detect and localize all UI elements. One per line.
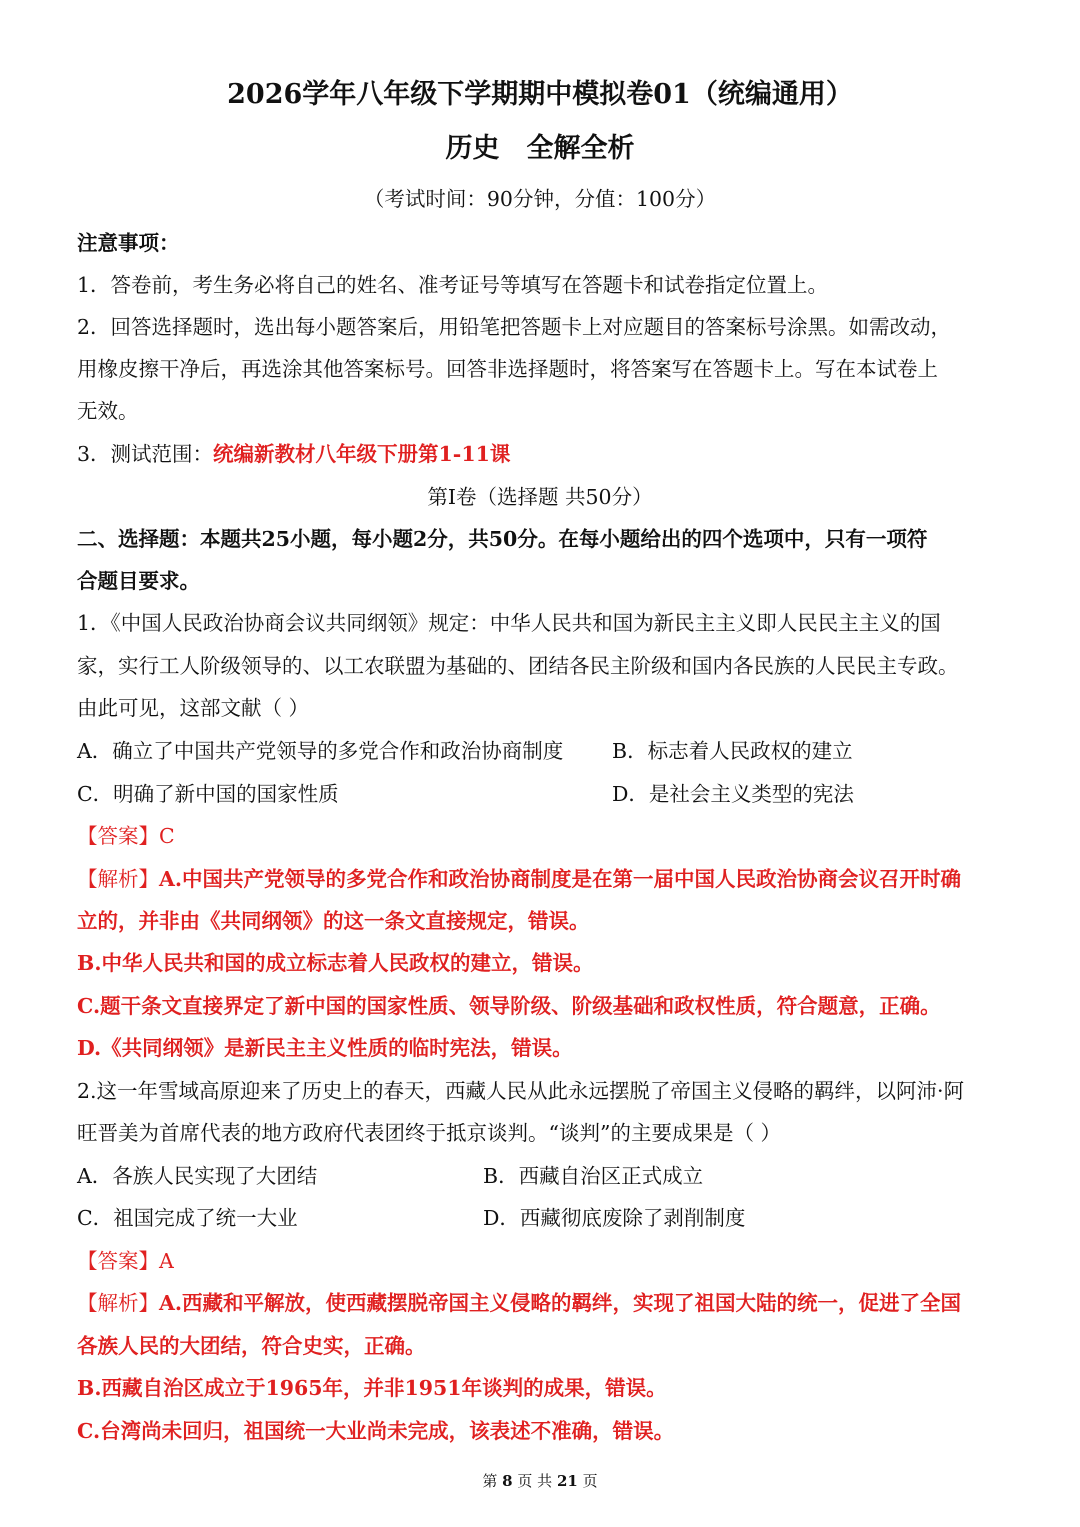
q2-analysis-label: 【解析】 — [77, 1291, 159, 1315]
footer-middle: 页 共 — [517, 1472, 553, 1490]
q2-option-b: B．西藏自治区正式成立 — [483, 1164, 704, 1188]
note-item-2-line-1: 2．回答选择题时，选出每小题答案后，用铅笔把答题卡上对应题目的答案标号涂黑。如需改动， — [77, 315, 952, 339]
note-item-1: 1．答卷前，考生务必将自己的姓名、准考证号等填写在答题卡和试卷指定位置上。 — [77, 273, 829, 297]
total-pages: 21 — [556, 1472, 578, 1490]
note-item-2-line-2: 用橡皮擦干净后，再选涂其他答案标号。回答非选择题时，将答案写在答题卡上。写在本试卷上 — [77, 357, 938, 381]
note-item-3 — [77, 439, 1010, 469]
footer-suffix: 页 — [582, 1472, 598, 1490]
q2-answer-label: 【答案】 — [77, 1249, 159, 1273]
test-scope: 统编新教材八年级下册第1-11课 — [213, 442, 511, 466]
q2-analysis-a-line-2: 各族人民的大团结，符合史实，正确。 — [77, 1334, 426, 1358]
q2-stem-line-1: 2.这一年雪域高原迎来了历史上的春天，西藏人民从此永远摆脱了帝国主义侵略的羁绊，以阿沛·阿 — [77, 1079, 965, 1103]
q1-analysis-a-text: A.中国共产党领导的多党合作和政治协商制度是在第一届中国人民政治协商会议召开时确 — [159, 867, 962, 891]
q1-analysis-b: B.中华人民共和国的成立标志着人民政权的建立，错误。 — [77, 951, 594, 975]
q2-analysis-b: B.西藏自治区成立于1965年，并非1951年谈判的成果，错误。 — [77, 1376, 667, 1400]
document-subtitle: 历史 全解全析 — [445, 133, 635, 164]
q1-stem-line-1: 1．《中国人民政治协商会议共同纲领》规定：中华人民共和国为新民主主义即人民民主主义的国 — [77, 611, 941, 635]
notes-heading: 注意事项： — [77, 231, 180, 255]
page-footer — [0, 1466, 1080, 1496]
q2-answer-value: A — [159, 1249, 174, 1273]
exam-info: （考试时间：90分钟，分值：100分） — [363, 187, 717, 211]
current-page-number: 8 — [502, 1472, 513, 1490]
q1-analysis-a-line-1 — [77, 864, 1010, 894]
q2-analysis-c: C.台湾尚未回归，祖国统一大业尚未完成，该表述不准确，错误。 — [77, 1419, 675, 1443]
q1-answer-label: 【答案】 — [77, 824, 159, 848]
q2-analysis-a-text: A.西藏和平解放，使西藏摆脱帝国主义侵略的羁绊，实现了祖国大陆的统一，促进了全国 — [159, 1291, 962, 1315]
section-instructions-line-2: 合题目要求。 — [77, 569, 200, 593]
q2-answer — [77, 1246, 1010, 1276]
q1-analysis-a-line-2: 立的，并非由《共同纲领》的这一条文直接规定，错误。 — [77, 909, 590, 933]
note-item-2-line-3: 无效。 — [77, 399, 139, 423]
q2-stem-line-2: 旺晋美为首席代表的地方政府代表团终于抵京谈判。“谈判”的主要成果是（ ） — [77, 1121, 781, 1145]
q1-answer — [77, 821, 1010, 851]
q2-option-c: C．祖国完成了统一大业 — [77, 1206, 298, 1230]
q1-answer-value: C — [159, 824, 175, 848]
q1-option-b: B．标志着人民政权的建立 — [612, 739, 853, 763]
section-instructions-line-1: 二、选择题：本题共25小题，每小题2分，共50分。在每小题给出的四个选项中，只有一项符 — [77, 527, 928, 551]
q1-stem-line-3: 由此可见，这部文献（ ） — [77, 696, 310, 720]
footer-prefix: 第 — [482, 1472, 498, 1490]
section-title: 第Ⅰ卷（选择题 共50分） — [427, 485, 653, 509]
q2-option-a: A．各族人民实现了大团结 — [77, 1164, 318, 1188]
q1-stem-line-2: 家，实行工人阶级领导的、以工农联盟为基础的、团结各民主阶级和国内各民族的人民民主专政。 — [77, 654, 959, 678]
q1-option-c: C．明确了新中国的国家性质 — [77, 782, 339, 806]
q1-option-d: D．是社会主义类型的宪法 — [612, 782, 854, 806]
q2-option-d: D．西藏彻底废除了剥削制度 — [483, 1206, 746, 1230]
q1-analysis-d: D.《共同纲领》是新民主主义性质的临时宪法，错误。 — [77, 1036, 573, 1060]
q1-option-a: A．确立了中国共产党领导的多党合作和政治协商制度 — [77, 739, 564, 763]
q1-analysis-c: C.题干条文直接界定了新中国的国家性质、领导阶级、阶级基础和政权性质，符合题意，正确。 — [77, 994, 941, 1018]
q1-analysis-label: 【解析】 — [77, 867, 159, 891]
q2-analysis-a-line-1 — [77, 1288, 1010, 1318]
note-item-3-prefix: 3．测试范围： — [77, 442, 214, 466]
document-title: 2026学年八年级下学期期中模拟卷01（统编通用） — [227, 79, 853, 110]
